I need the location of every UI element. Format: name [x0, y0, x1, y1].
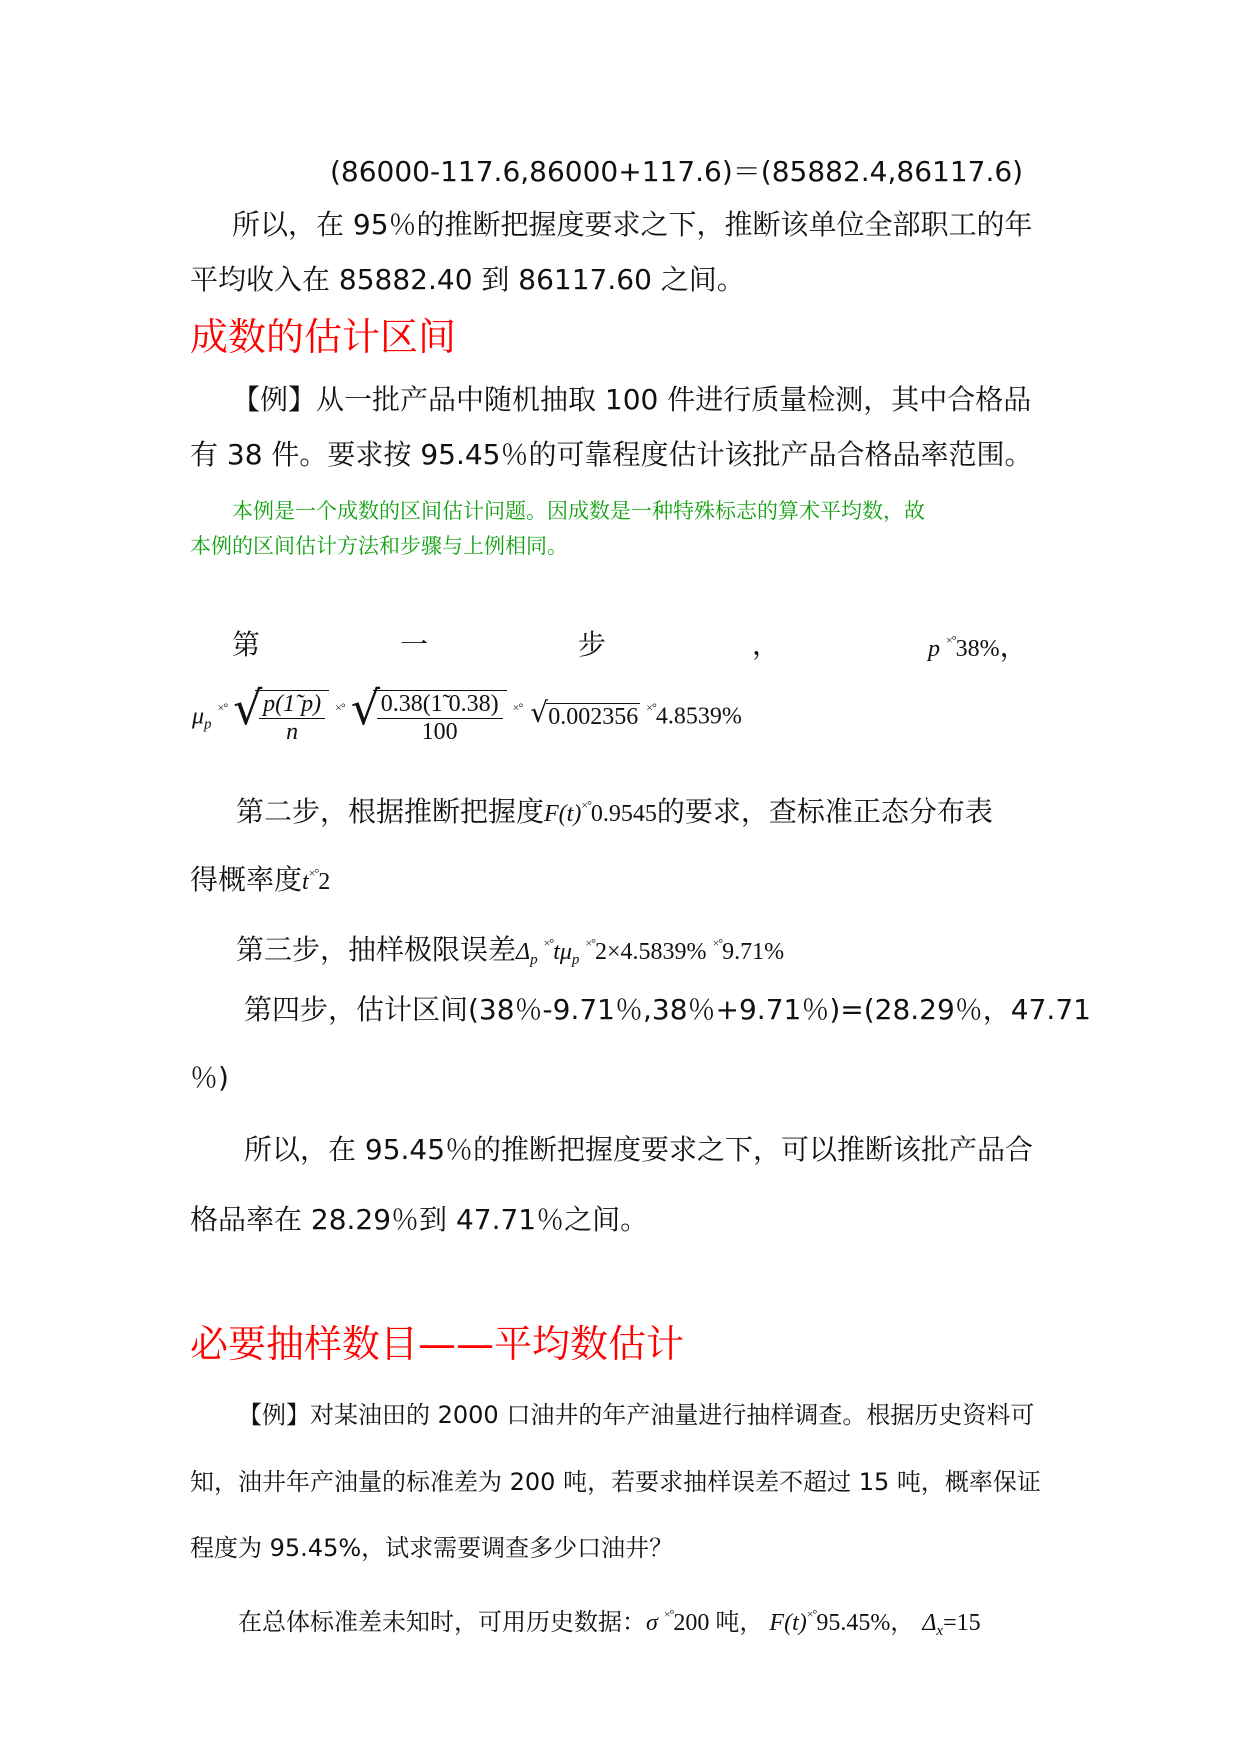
step3-delta-sub: p	[530, 952, 538, 968]
last-line	[238, 1594, 981, 1651]
last-formula	[646, 1607, 981, 1639]
step2-func: F(t)	[544, 801, 582, 827]
conclusion2-line1: 所以，在 95.45％的推断把握度要求之下，可以推断该批产品合	[244, 1133, 1034, 1166]
fraction-numeric	[377, 691, 503, 746]
example2-line2: 知，油井年产油量的标准差为 200 吨，若要求抽样误差不超过 15 吨，概率保证	[190, 1468, 1041, 1496]
step3-result: 9.71%	[722, 939, 785, 965]
step1-value: 38%	[955, 636, 1000, 662]
step2-t: t	[302, 869, 309, 895]
sqrt-numeric	[373, 690, 507, 746]
step2-suffix: 的要求，查标准正态分布表	[656, 795, 993, 828]
formula-result: 4.8539%	[655, 703, 742, 730]
step4-line1: 第四步，估计区间(38％-9.71％,38％+9.71％)=(28.29％，47.71	[244, 993, 1091, 1026]
fraction-symbolic-numerator: √ p(1̃ p)	[259, 691, 325, 719]
last-sigma: σ	[646, 1610, 658, 1636]
step4-line2: ％)	[190, 1061, 229, 1094]
last-func: F(t)	[769, 1610, 807, 1636]
sqrt-value: √ 0.002356	[546, 703, 640, 731]
step3-mu: μ	[559, 939, 572, 965]
mu-formula-line	[192, 690, 742, 746]
step1-char3: 步	[578, 628, 607, 661]
step3-mid: 2×4.5839%	[594, 939, 707, 965]
step1-garb: ×°	[946, 633, 956, 647]
section-heading-sample-size: 必要抽样数目——平均数估计	[190, 1322, 685, 1366]
step1-char1: 第	[232, 628, 261, 661]
interval-result-line: (86000-117.6,86000+117.6)＝(85882.4,86117.6)	[330, 155, 1024, 188]
step2-line2-prefix: 得概率度	[190, 863, 303, 896]
note-line1: 本例是一个成数的区间估计问题。因成数是一种特殊标志的算术平均数，故	[232, 499, 925, 523]
formula-garb2: ×°	[335, 700, 345, 715]
step1-char2: 一	[400, 628, 429, 661]
fraction-numeric-numerator: √ 0.38(1̃ 0.38)	[377, 691, 503, 719]
fraction-numeric-denominator: 100	[421, 719, 458, 745]
conclusion1-line2: 平均收入在 85882.40 到 86117.60 之间。	[190, 263, 745, 296]
last-garb1: ×°	[663, 1607, 674, 1621]
step2-value: 0.9545	[590, 801, 657, 827]
last-sigma-value: 200 吨，	[673, 1610, 764, 1636]
step3-prefix: 第三步，抽样极限误差	[236, 933, 517, 966]
last-garb2: ×°	[806, 1607, 817, 1621]
step3-garb2: ×°	[585, 936, 595, 950]
last-func-value: 95.45%，	[816, 1610, 915, 1636]
formula-garb4: ×°	[646, 700, 656, 715]
step3-delta: Δ	[516, 939, 531, 965]
example1-line2: 有 38 件。要求按 95.45％的可靠程度估计该批产品合格品率范围。	[190, 438, 1033, 471]
note-line2: 本例的区间估计方法和步骤与上例相同。	[190, 534, 568, 558]
section-heading-proportion: 成数的估计区间	[190, 315, 457, 359]
step3-t: t	[553, 939, 560, 965]
conclusion2-line2: 格品率在 28.29％到 47.71％之间。	[190, 1203, 649, 1236]
step2-garb: ×°	[581, 798, 591, 812]
step2-prefix: 第二步，根据推断把握度	[236, 795, 545, 828]
sqrt-symbolic	[255, 690, 329, 746]
last-delta-value: =15	[943, 1610, 981, 1636]
mu-symbol: μ	[192, 703, 205, 730]
fraction-symbolic	[259, 691, 325, 746]
last-delta: Δ	[922, 1610, 937, 1636]
step3-garb3: ×°	[712, 936, 723, 950]
example1-line1: 【例】从一批产品中随机抽取 100 件进行质量检测，其中合格品	[232, 383, 1032, 416]
step2-line1	[236, 785, 993, 834]
example2-line1: 【例】对某油田的 2000 口油井的年产油量进行抽样调查。根据历史资料可	[238, 1401, 1035, 1429]
fraction-symbolic-denominator: n	[286, 719, 299, 745]
step3-garb1: ×°	[543, 936, 554, 950]
step2-t-garb: ×°	[308, 866, 319, 880]
step2-t-formula	[302, 866, 331, 895]
last-delta-sub: x	[936, 1623, 944, 1639]
step3-mu-sub: p	[571, 952, 580, 968]
conclusion1-line1: 所以，在 95％的推断把握度要求之下，推断该单位全部职工的年	[232, 208, 1033, 241]
step1-tail: ，	[999, 632, 1028, 663]
formula-garb3: ×°	[512, 700, 523, 715]
formula-garb1: ×°	[217, 700, 228, 715]
step1-var: p	[928, 636, 940, 662]
step2-line2	[190, 853, 330, 902]
step2-t-value: 2	[318, 869, 331, 895]
step1-char4: ，	[752, 628, 781, 661]
example2-line3: 程度为 95.45%，试求需要调查多少口油井？	[190, 1534, 674, 1562]
step1-formula	[928, 628, 1028, 668]
step3-line	[236, 923, 784, 980]
mu-subscript: p	[204, 716, 212, 733]
last-prefix: 在总体标准差未知时，可用历史数据：	[238, 1608, 646, 1636]
step2-formula	[544, 798, 657, 827]
step3-formula	[516, 936, 785, 968]
